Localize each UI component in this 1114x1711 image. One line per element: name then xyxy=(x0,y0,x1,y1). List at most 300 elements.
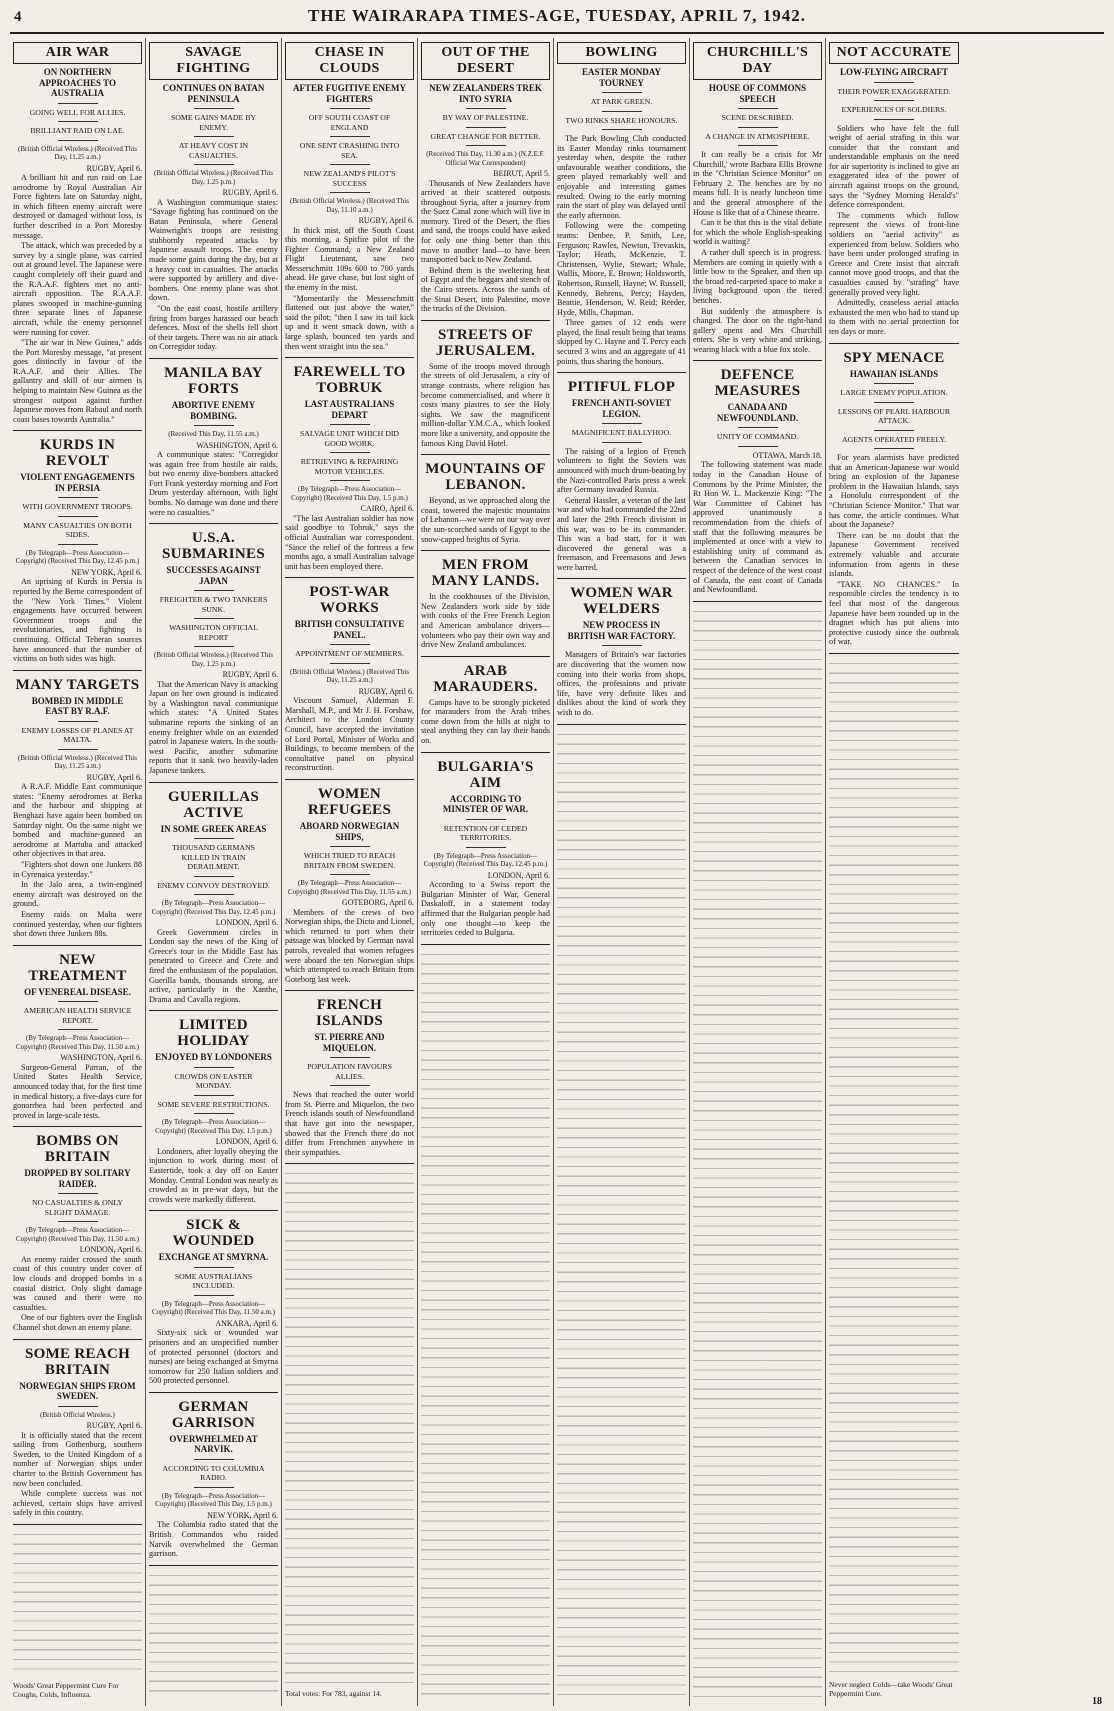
article-headline: OUT OF THE DESERT xyxy=(421,42,550,80)
article-dateline: LONDON, April 6. xyxy=(79,1245,142,1255)
column-text-lines xyxy=(285,1170,414,1685)
divider-rule xyxy=(330,874,370,875)
article-headline: SICK & WOUNDED xyxy=(172,1217,255,1250)
article-subhead: ENJOYED BY LONDONERS xyxy=(155,1052,272,1063)
article-paragraph: Greek Government circles in London say the news of the King of Greece's tour in the Middle East has penetrated to Greece and Crete and fired the enthusiasm of the population. Guerilla bands, thousands strong, are active, particularly in the Xanthe, Drama and Cavalla regions. xyxy=(149,927,278,1004)
divider-rule xyxy=(738,145,778,146)
article-paragraph: "Fighters shot down one Junkers 88 in Cyrenaica yesterday." xyxy=(13,860,142,879)
article-credit: (By Telegraph—Press Association—Copyright) (Received This Day, 12.45 p.m.) xyxy=(151,899,276,916)
article-paragraph: In the Jalo area, a twin-engined enemy aircraft was destroyed on the ground. xyxy=(13,880,142,909)
article-body xyxy=(693,150,822,354)
article-subhead: AT PARK GREEN. xyxy=(590,97,653,106)
article-credit: (By Telegraph—Press Association—Copyright) (Received This Day, 11.55 a.m.) xyxy=(288,879,411,896)
article xyxy=(149,530,278,782)
article-rule xyxy=(285,990,414,991)
article xyxy=(149,1017,278,1211)
article xyxy=(421,327,550,455)
article xyxy=(13,437,142,670)
article-subhead: BRITISH CONSULTATIVE PANEL. xyxy=(294,619,405,640)
article-paragraph: A communique states: "Corregidor was again free from hostile air raids, but two enemy dive-bombers attacked Fort Frank yesterday morning and Fort Drum yesterday afternoon, with light bombs. No damage was done and there were no casualties." xyxy=(149,450,278,517)
article-body xyxy=(557,650,686,717)
divider-rule xyxy=(58,721,98,722)
divider-rule xyxy=(58,1029,98,1030)
article-body xyxy=(13,1255,142,1333)
article-body xyxy=(285,226,414,352)
article-headline: NOT ACCURATE xyxy=(829,42,959,64)
divider-rule xyxy=(58,497,98,498)
article-headline: PITIFUL FLOP xyxy=(567,379,676,396)
article-paragraph: The raising of a legion of French volunteers to fight the Soviets was announced with much drum-beating by the Nazi-controlled Paris press a week after Germany invaded Russia. xyxy=(557,446,686,495)
article-rule xyxy=(149,1210,278,1211)
article-rule xyxy=(693,601,822,602)
article-paragraph: Can it be that this is the vital debate for which the whole English-speaking world is waiting? xyxy=(693,218,822,247)
divider-rule xyxy=(738,446,778,447)
article-paragraph: Soldiers who have felt the full weight of aerial strafing in this war consider that the constant and understandable emphasis on the need for air superiority is inclined to give an exaggerated idea of the power of aircraft against troops on the ground, says the "Sydney Morning Herald's" defence correspondent. xyxy=(829,123,959,210)
article-subhead: ACCORDING TO COLUMBIA RADIO. xyxy=(162,1463,265,1483)
article-body xyxy=(557,134,686,366)
article-rule xyxy=(829,343,959,344)
divider-rule xyxy=(330,663,370,664)
article-subhead: APPOINTMENT OF MEMBERS. xyxy=(295,649,404,659)
article-subhead: LOW-FLYING AIRCRAFT xyxy=(839,67,949,77)
divider-rule xyxy=(194,618,234,619)
article-paragraph: That the American Navy is attacking Japan on her own ground is indicated by a Washington naval communique which states: "A United States submarine reports the sinking of an enemy freighter while on an extended patrol in Japanese waters. In the south-west Pacific, another submarine reports that it sank two heavily-laden Japanese tankers. xyxy=(149,679,278,775)
text-filler xyxy=(149,1572,278,1700)
article-credit: (Received This Day, 11.30 a.m.) (N.Z.E.F. Official War Correspondent) xyxy=(426,150,545,167)
article-paragraph: It can really be a crisis for Mr Churchill,' wrote Barbara Ellis Browne in the "Christian Science Monitor" on February 2. The benches are by no means full. It is nearly luncheon time and the general atmosphere of the House is like that of a Chinese theatre. xyxy=(693,150,822,217)
article-credit: (Received This Day, 11.55 a.m.) xyxy=(168,430,259,438)
article-body xyxy=(285,908,414,985)
article-paragraph: Sixty-six sick or wounded war prisoners and an unspecified number of protected personnel (doctors and nurses) are being exchanged at Smyrna tomorrow for 250 Italian soldiers and 500 protected personnel. xyxy=(149,1328,278,1386)
text-filler xyxy=(285,1170,414,1685)
article-dateline: OTTAWA, March 18. xyxy=(752,450,822,460)
article-headline: BOMBS ON BRITAIN xyxy=(36,1133,119,1166)
column-7 xyxy=(826,38,962,1706)
divider-rule xyxy=(466,819,506,820)
article-headline: U.S.A. SUBMARINES xyxy=(161,530,266,563)
article-subhead: CROWDS ON EASTER MONDAY. xyxy=(174,1071,253,1091)
article-rule xyxy=(13,1126,142,1127)
article-subhead: SOME GAINS MADE BY ENEMY. xyxy=(170,113,257,132)
article-subhead: SALVAGE UNIT WHICH DID GOOD WORK. xyxy=(299,429,400,448)
divider-rule xyxy=(194,1113,234,1114)
article-rule xyxy=(421,454,550,455)
article-subhead: UNITY OF COMMAND. xyxy=(716,432,799,442)
article-rule xyxy=(557,372,686,373)
article-subhead: NEW ZEALAND'S PILOT'S SUCCESS xyxy=(303,169,396,188)
article xyxy=(285,997,414,1164)
article-paragraph: Behind them is the sweltering heat of Egypt and the beggars and stench of the Cairo streets. Across the sands of the Sinai Desert, into Palestine, move the trucks of the Division. xyxy=(421,265,550,314)
divider-rule xyxy=(874,402,914,403)
article-paragraph: But suddenly the atmosphere is changed. The door on the right-hand gallery opens and Mrs Churchill enters. She is very white and striking, wearing black with a blue fox stole. xyxy=(693,306,822,354)
divider-rule xyxy=(194,1095,234,1096)
column-text-lines xyxy=(557,731,686,1701)
column-text-lines xyxy=(829,660,959,1676)
divider-rule xyxy=(330,452,370,453)
article xyxy=(557,42,686,373)
article-subhead: SOME SEVERE RESTRICTIONS. xyxy=(157,1099,270,1109)
article-headline: MANY TARGETS xyxy=(15,676,140,693)
article-body xyxy=(421,880,550,938)
masthead xyxy=(10,6,1104,34)
divider-rule xyxy=(194,838,234,839)
article-body xyxy=(13,1063,142,1121)
article-paragraph: There can be no doubt that the Japanese Government received extremely valuable and accurate information from agents in these islands. xyxy=(829,530,959,579)
article-headline: MOUNTAINS OF LEBANON. xyxy=(425,461,546,494)
article-subhead: ON NORTHERN APPROACHES TO AUSTRALIA xyxy=(39,67,116,98)
article-paragraph: Camps have to be strongly picketed for marauders from the Arab tribes come down from the hills at night to steal anything they can lay their hands on. xyxy=(421,697,550,746)
article-rule xyxy=(421,550,550,551)
article-subhead: EXPERIENCES OF SOLDIERS. xyxy=(841,105,947,114)
article-headline: FAREWELL TO TOBRUK xyxy=(293,364,406,397)
divider-rule xyxy=(58,749,98,750)
article-headline: GUERILLAS ACTIVE xyxy=(167,788,260,821)
article-dateline: RUGBY, April 6. xyxy=(86,163,142,173)
article-body xyxy=(13,782,142,939)
article-subhead: BOMBED IN MIDDLE EAST BY R.A.F. xyxy=(31,695,124,717)
article xyxy=(285,786,414,991)
article-subhead: OF VENEREAL DISEASE. xyxy=(24,986,131,997)
article-subhead: A CHANGE IN ATMOSPHERE. xyxy=(705,131,810,141)
article-paragraph: Three games of 12 ends were played, the final result being that teams skipped by C. Hayne and T. Percy each secured 3 wins and an aggregate of 41 points, thus sharing the honours. xyxy=(557,318,686,366)
article-paragraph: One of our fighters over the English Channel shot down an enemy plane. xyxy=(13,1313,142,1332)
divider-rule xyxy=(874,448,914,449)
article-credit: (By Telegraph—Press Association—Copyright) (Received This Day, 12.45 p.m.) xyxy=(423,851,548,869)
article-paragraph: General Hassler, a veteran of the last war and who had commanded the 22nd and later the 29th French division in this war, was to be its commander. This was a bad start, for it was discovered the general was a freemason, and Freemasons and Jews were barred. xyxy=(557,495,686,572)
article-rule xyxy=(421,944,550,945)
article-credit: (British Official Wireless.) (Received This Day, 11.25 a.m.) xyxy=(290,667,409,685)
article-dateline: RUGBY, April 6. xyxy=(358,216,414,225)
article-headline: NEW TREATMENT xyxy=(28,951,127,984)
article-headline: SPY MENACE xyxy=(843,349,945,366)
article-headline: MEN FROM MANY LANDS. xyxy=(431,557,540,590)
article xyxy=(829,350,959,654)
article xyxy=(557,379,686,579)
divider-rule xyxy=(466,145,506,146)
article xyxy=(421,42,550,321)
column-text-lines xyxy=(421,951,550,1700)
article-body xyxy=(421,592,550,650)
article-subhead: POPULATION FAVOURS ALLIES. xyxy=(307,1062,392,1081)
article-rule xyxy=(149,1010,278,1011)
article-credit: (By Telegraph—Press Association—Copyright) (Received This Day, 12.45 p.m.) xyxy=(15,548,140,566)
article-subhead: NEW PROCESS IN BRITISH WAR FACTORY. xyxy=(567,620,676,641)
article-paragraph: A brilliant hit and run raid on Lae aerodrome by Royal Australian Air Force fighters late on Saturday night, in which fifteen enemy aircraft were destroyed or damaged without loss, is further described in a Port Moresby message. xyxy=(13,173,142,240)
article-rule xyxy=(285,357,414,358)
folio-number: 18 xyxy=(1092,1696,1102,1707)
divider-rule xyxy=(58,544,98,545)
article-subhead: ONE SENT CRASHING INTO SEA. xyxy=(299,141,400,160)
article-paragraph: "Momentarily the Messerschmitt flattened out just above the water," said the pilot; "then I saw its tail kick up and it went smack down, with a large splash, bounced ten yards and then went straight into the sea." xyxy=(285,293,414,351)
article-subhead: THOUSAND GERMANS KILLED IN TRAIN DERAILMENT. xyxy=(172,843,255,872)
divider-rule xyxy=(874,100,914,101)
divider-rule xyxy=(194,425,234,426)
article-body xyxy=(285,1090,414,1157)
article-subhead: AGENTS OPERATED FREELY. xyxy=(841,434,947,444)
article-headline: MANILA BAY FORTS xyxy=(164,365,263,397)
article-rule xyxy=(13,1339,142,1340)
article-headline: ARAB MARAUDERS. xyxy=(433,662,538,695)
article-body xyxy=(285,696,414,773)
article-subhead: EXCHANGE AT SMYRNA. xyxy=(158,1252,269,1263)
divider-rule xyxy=(330,846,370,847)
article-paragraph: Enemy raids on Malta were continued yesterday, when our fighters shot down three Junkers 88s. xyxy=(13,910,142,939)
divider-rule xyxy=(58,103,98,104)
article-paragraph: The Columbia radio stated that the British Commandos who raided Narvik overwhelmed the German garrison. xyxy=(149,1520,278,1559)
divider-rule xyxy=(602,129,642,130)
divider-rule xyxy=(874,383,914,384)
divider-rule xyxy=(58,1001,98,1002)
article-subhead: LESSONS OF PEARL HARBOUR ATTACK. xyxy=(837,406,951,426)
article-credit: (By Telegraph—Press Association—Copyright) (Received This Day, 11.50 a.m.) xyxy=(16,1034,139,1051)
article-credit: (British Official Wireless.) (Received This Day, 1.25 p.m.) xyxy=(154,651,273,668)
article-paragraph: Admittedly, ceaseless aerial attacks exhausted the men who had to stand up to them with no aerial protection for ten days or more. xyxy=(829,298,959,336)
article-credit: (British Official Wireless.) (Received This Day, 11.25 a.m.) xyxy=(18,753,137,771)
divider-rule xyxy=(874,119,914,120)
divider-rule xyxy=(194,590,234,591)
article-paragraph: News that reached the outer world from St. Pierre and Miquelon, the two French islands south of Newfoundland that have got into the newspaper, showed that the French there do not differ from Frenchmen anywhere in their sympathies. xyxy=(285,1090,414,1157)
article xyxy=(693,42,822,361)
article-body xyxy=(149,680,278,776)
article-dateline: CAIRO, April 6. xyxy=(360,504,414,514)
article-paragraph: While complete success was not achieved, certain ships have arrived safely in this country. xyxy=(13,1489,142,1518)
article xyxy=(13,1346,142,1525)
article-rule xyxy=(421,752,550,753)
article-rule xyxy=(13,670,142,671)
article-rule xyxy=(285,1163,414,1164)
article-subhead: FRENCH ANTI-SOVIET LEGION. xyxy=(571,398,672,419)
divider-rule xyxy=(194,1459,234,1460)
article-headline: AIR WAR xyxy=(13,42,142,64)
article-subhead: NO CASUALTIES & ONLY SLIGHT DAMAGE. xyxy=(32,1198,123,1217)
advertisement: Total votes: For 783, against 14. xyxy=(285,1689,382,1699)
column-text-lines xyxy=(693,608,822,1701)
article-rule xyxy=(285,577,414,578)
article-rule xyxy=(557,724,686,725)
article-subhead: DROPPED BY SOLITARY RAIDER. xyxy=(24,1168,131,1189)
article-headline: WOMEN WAR WELDERS xyxy=(570,585,673,618)
article-body xyxy=(149,198,278,353)
article-subhead: WHICH TRIED TO REACH BRITAIN FROM SWEDEN. xyxy=(303,851,396,870)
article-paragraph: Following were the competing teams: Denbee, P. Smith, Lee, Ferguson; Rawles, Newton, Trevaskis, Taylor; Heath, McKenzie, T. Christensen, Wylie, Stewart; Whale, Wallis, Moore, E. Brown; Holdsworth, Robertson, Russell, Hayne; W. Russell, Kennedy, Behrens, Percy; Hayden, Beattie, Henderson, W. Reid; Reeder, Hyde, Mills, Chapman. xyxy=(557,221,686,317)
article xyxy=(149,365,278,524)
article xyxy=(693,367,822,601)
article-body xyxy=(421,362,550,448)
article-subhead: BRILLIANT RAID ON LAE. xyxy=(30,126,125,135)
article-dateline: LONDON, April 6. xyxy=(215,1137,278,1147)
column-6 xyxy=(690,38,826,1706)
divider-rule xyxy=(602,442,642,443)
article-body xyxy=(13,173,142,424)
article-dateline: NEW YORK, April 6. xyxy=(71,567,142,577)
article-paragraph: Surgeon-General Parran, of the United States Health Service, announced today that, for the first time in medical history, a five-days cure for gonorrhea had been perfected and proved in large-scale tests. xyxy=(13,1062,142,1120)
article-subhead: WASHINGTON OFFICIAL REPORT xyxy=(169,623,258,642)
article-body xyxy=(149,1328,278,1386)
article-subhead: ST. PIERRE AND MIQUELON. xyxy=(314,1032,385,1053)
article-rule xyxy=(829,653,959,654)
article-subhead: RETENTION OF CEDED TERRITORIES. xyxy=(443,823,528,843)
text-filler xyxy=(421,951,550,1700)
article-subhead: SCENE DESCRIBED. xyxy=(721,113,794,122)
article-headline: SOME REACH BRITAIN xyxy=(24,1345,131,1378)
divider-rule xyxy=(194,164,234,165)
divider-rule xyxy=(330,480,370,481)
divider-rule xyxy=(738,427,778,428)
article-rule xyxy=(421,656,550,657)
article-paragraph: Members of the crews of two Norwegian ships, the Dicto and Lionel, which returned to port when their passage was blocked by German naval patrols, revealed that women refugees were aboard the ten Norwegian ships which attempted to reach Britain from Goteborg last week. xyxy=(285,907,414,984)
newspaper-title: THE WAIRARAPA TIMES-AGE, TUESDAY, APRIL 7, 1942. xyxy=(308,6,806,25)
column-text-lines xyxy=(149,1572,278,1700)
article-paragraph: In the cookhouses of the Division, New Zealanders work side by side with cooks of the Free French Legion and American ambulance drivers—volunteers who pay their own way and drive New Zealand ambulances. xyxy=(421,592,550,650)
article xyxy=(149,1399,278,1566)
article-subhead: GOING WELL FOR ALLIES. xyxy=(29,107,126,117)
article-subhead: HAWAIIAN ISLANDS xyxy=(849,368,939,379)
article-dateline: WASHINGTON, April 6. xyxy=(196,440,278,450)
article-credit: (British Official Wireless.) (Received This Day, 1.25 p.m.) xyxy=(154,169,273,186)
article-body xyxy=(829,453,959,647)
article-subhead: ENEMY LOSSES OF PLANES AT MALTA. xyxy=(21,725,134,745)
columns xyxy=(10,38,1104,1706)
article-rule xyxy=(149,1565,278,1566)
divider-rule xyxy=(194,876,234,877)
article-paragraph: It is officially stated that the recent sailing from Gothenburg, southern Sweden, to the United Kingdom of a number of Norwegian ships under charter to the British Government has now been concluded. xyxy=(13,1430,142,1488)
article-credit: (By Telegraph—Press Association—Copyright) (Received This Day, 1.5 p.m.) xyxy=(155,1118,272,1135)
article-credit: (By Telegraph—Press Association—Copyright) (Received This Day, 1.5 p.m.) xyxy=(155,1491,272,1509)
article-body xyxy=(149,928,278,1005)
article-rule xyxy=(149,782,278,783)
article-dateline: RUGBY, April 6. xyxy=(358,686,414,696)
divider-rule xyxy=(330,644,370,645)
article-subhead: NORWEGIAN SHIPS FROM SWEDEN. xyxy=(19,1380,136,1402)
article-dateline: RUGBY, April 6. xyxy=(86,772,142,782)
article xyxy=(149,1217,278,1393)
divider-rule xyxy=(194,1067,234,1068)
article-subhead: AFTER FUGITIVE ENEMY FIGHTERS xyxy=(292,83,406,104)
article-headline: SAVAGE FIGHTING xyxy=(149,42,278,80)
article-paragraph: The attack, which was preceded by a survey by a single plane, was carried out at ground level. The Japanese were caught completely off their guard and the R.A.A.F. fighters met no anti-aircraft opposition. The R.A.A.F. planes swooped in machine-gunning three separate lines of Japanese aircraft, while the enemy personnel were running for cover. xyxy=(13,241,142,337)
article-rule xyxy=(149,358,278,359)
column-2 xyxy=(146,38,282,1706)
divider-rule xyxy=(466,108,506,109)
article-subhead: ACCORDING TO MINISTER OF WAR. xyxy=(442,793,529,815)
article-credit: (British Official Wireless.) (Received This Day, 11.10 a.m.) xyxy=(290,197,409,214)
divider-rule xyxy=(58,1406,98,1407)
divider-rule xyxy=(602,423,642,424)
article-subhead: WITH GOVERNMENT TROOPS. xyxy=(22,502,133,512)
article-body xyxy=(829,124,959,337)
article-headline: CHURCHILL'S DAY xyxy=(693,42,822,80)
article-rule xyxy=(13,1524,142,1525)
divider-rule xyxy=(194,1295,234,1296)
article-paragraph: The following statement was made today in the Canadian House of Commons by the Prime Minister, the Rt Hon W. L. Mackenzie King: "The War Committee of Cabinet has approved unanimously a recommendation from the chiefs of staff that the following measures be implemented at once with a view to establishing unity of command as between the Canadian services in respect of the defence of the west coast of Canada, the east coast of Canada and Newfoundland. xyxy=(693,460,822,595)
article-headline: GERMAN GARRISON xyxy=(171,1398,256,1431)
column-3 xyxy=(282,38,418,1706)
article-subhead: ABORTIVE ENEMY BOMBING. xyxy=(171,400,256,421)
article-paragraph: According to a Swiss report the Bulgarian Minister of War, General Daskaloff, in a statement today affirmed that the Bulgarian people had only one thought—to keep the territories ceded to Bulgaria. xyxy=(421,880,550,938)
article-subhead: CANADA AND NEWFOUNDLAND. xyxy=(716,402,799,423)
article-body xyxy=(13,577,142,663)
article-subhead: AMERICAN HEALTH SERVICE REPORT. xyxy=(23,1006,132,1025)
divider-rule xyxy=(602,92,642,93)
article-dateline: NEW YORK, April 6. xyxy=(207,1510,278,1520)
article-body xyxy=(421,698,550,746)
article xyxy=(13,1133,142,1339)
article-headline: FRENCH ISLANDS xyxy=(315,997,384,1030)
article-dateline: LONDON, April 6. xyxy=(487,870,550,880)
article-headline: LIMITED HOLIDAY xyxy=(177,1017,250,1050)
article-subhead: SUCCESSES AGAINST JAPAN xyxy=(166,565,261,586)
article-subhead: SOME AUSTRALIANS INCLUDED. xyxy=(174,1271,253,1291)
article-subhead: EASTER MONDAY TOURNEY xyxy=(582,67,661,88)
article-body xyxy=(13,1431,142,1518)
divider-rule xyxy=(58,1221,98,1222)
article-subhead: GREAT CHANGE FOR BETTER. xyxy=(430,131,541,141)
article-paragraph: A rather dull speech is in progress. Members are coming in quietly with a little bow to the Speaker, and then up the broad red-carpeted space to make a living background upon the tiered benches. xyxy=(693,247,822,305)
article-credit: (British Official Wireless.) (Received This Day, 11.25 a.m.) xyxy=(18,144,137,161)
article-credit: (By Telegraph—Press Association—Copyright) (Received This Day, 1.5 p.m.) xyxy=(291,485,408,502)
article-dateline: WASHINGTON, April 6. xyxy=(60,1053,142,1063)
article-paragraph: In thick mist, off the South Coast this morning, a Spitfire pilot of the Fighter Command, a New Zealand Flight Lieutenant, saw two Messerschmitt 109s 600 to 700 yards ahead. He gave chase, but lost sight of the enemy in the mist. xyxy=(285,225,414,293)
article xyxy=(285,364,414,578)
article-paragraph: Viscount Samuel, Alderman F. Marshall, M.P., and Mr J. H. Forshaw, Architect to the London County Council, have accepted the invitation of Lord Portal, Minister of Works and Buildings, to become members of the consultative panel on physical reconstruction. xyxy=(285,696,414,773)
article-subhead: ABOARD NORWEGIAN SHIPS, xyxy=(299,821,400,842)
divider-rule xyxy=(330,424,370,425)
article-body xyxy=(149,1520,278,1558)
column-text-lines xyxy=(13,1531,142,1677)
article-dateline: RUGBY, April 6. xyxy=(86,1421,142,1431)
article-rule xyxy=(693,360,822,361)
divider-rule xyxy=(466,127,506,128)
article-paragraph: Beyond, as we approached along the coast, towered the majestic mountains of Lebanon—we were on our way over the sun-scorched sands of Egypt to the snow-capped heights of Syria. xyxy=(421,496,550,544)
advertisement: Woods' Great Peppermint Cure For Coughs, Colds, Influenza. xyxy=(13,1680,119,1699)
divider-rule xyxy=(58,121,98,122)
article-subhead: CONTINUES ON BATAN PENINSULA xyxy=(162,83,265,104)
article-dateline: LONDON, April 6. xyxy=(215,918,278,928)
text-filler xyxy=(829,660,959,1676)
article-subhead: AT HEAVY COST IN CASUALTIES. xyxy=(178,141,249,160)
article-subhead: THEIR POWER EXAGGERATED. xyxy=(837,86,951,96)
article-subhead: BY WAY OF PALESTINE. xyxy=(442,113,529,122)
article-rule xyxy=(285,779,414,780)
article-rule xyxy=(421,320,550,321)
article-body xyxy=(557,447,686,573)
article-headline: CHASE IN CLOUDS xyxy=(285,42,414,80)
divider-rule xyxy=(602,645,642,646)
article-body xyxy=(149,1147,278,1205)
article-paragraph: Londoners, after loyally obeying the injunction to work during most of Eastertide, took a day off on Easter Monday. Central London was nearly as crowded as in pre-war days, but the crowds were markedly different. xyxy=(149,1146,278,1204)
article-paragraph: "The last Australian soldier has now said goodbye to Tobruk," says the official Australian war correspondent. "Since the relief of the fortress a few months ago, a small Australian salvage unit has been employed there. xyxy=(285,513,414,571)
divider-rule xyxy=(330,108,370,109)
column-1 xyxy=(10,38,146,1706)
article-headline: BULGARIA'S AIM xyxy=(437,758,534,791)
article-paragraph: "On the east coast, hostile artillery firing from barges harassed our beach defences. Most of the shells fell short of their targets. There was no air attack on Corregidor today. xyxy=(149,304,278,352)
divider-rule xyxy=(738,127,778,128)
divider-rule xyxy=(194,646,234,647)
divider-rule xyxy=(330,1085,370,1086)
article-subhead: NEW ZEALANDERS TREK INTO SYRIA xyxy=(429,83,542,104)
divider-rule xyxy=(58,140,98,141)
article-paragraph: The comments which follow represent the views of front-line soldiers on "aerial activity" as experienced from below. Soldiers who have been under prolonged strafing in Greece and Crete insist that aircraft cannot move good troops, and that the casualties caused by "strafing" have generally proved very light. xyxy=(829,210,959,297)
article-subhead: RETRIEVING & REPAIRING MOTOR VEHICLES. xyxy=(300,457,399,476)
article-body xyxy=(421,179,550,314)
article xyxy=(557,585,686,724)
article-subhead: ENEMY CONVOY DESTROYED. xyxy=(157,880,270,890)
article xyxy=(421,663,550,753)
article-subhead: VIOLENT ENGAGEMENTS IN PERSIA xyxy=(20,472,135,493)
divider-rule xyxy=(738,108,778,109)
article-headline: KURDS IN REVOLT xyxy=(39,437,116,470)
article-paragraph: A R.A.F. Middle East communique states: "Enemy aerodromes at Berka and the harbour and shipping at Benghazi have again been bombed on Saturday night. On the same night we bombed and machine-gunned an aerodrome at Martuba and attacked other objectives in that area. xyxy=(13,782,142,859)
